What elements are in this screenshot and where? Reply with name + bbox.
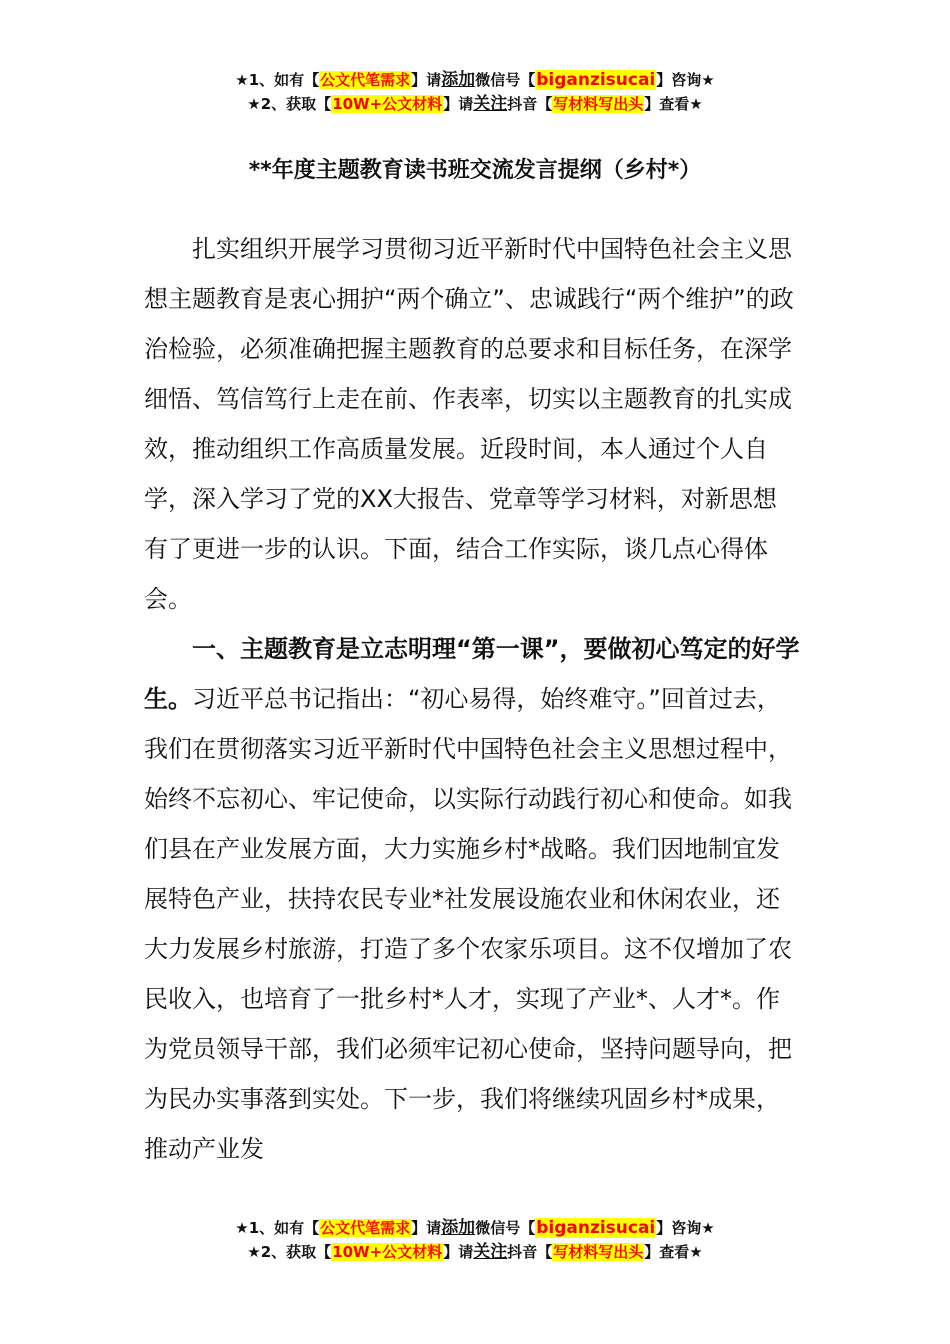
promo-emphasis: 添加	[441, 1218, 476, 1238]
promo-text: 】请	[443, 1243, 474, 1261]
promo-emphasis: 关注	[473, 1242, 508, 1262]
promo-text: ★2、获取【	[247, 1243, 332, 1261]
promo-line-2	[0, 1240, 950, 1264]
section-1-heading: 一、主题教育是立志明理“第一课”，要做初心笃定的好学生。	[144, 635, 800, 713]
promo-text: 微信号【	[475, 71, 536, 89]
promo-emphasis: 添加	[441, 70, 476, 90]
section-1-paragraph	[144, 624, 800, 1174]
promo-emphasis: 关注	[473, 94, 508, 114]
promo-douyin-id: 写材料写出头	[553, 95, 644, 113]
promo-wechat-id: biganzisucai	[536, 70, 656, 90]
promo-banner-top	[0, 68, 950, 116]
promo-banner-bottom	[0, 1216, 950, 1264]
section-1-body: 习近平总书记指出：“初心易得，始终难守。”回首过去，我们在贯彻落实习近平新时代中国特色社会主义思想过程中，始终不忘初心、牢记使命，以实际行动践行初心和使命。如我们县在产业发展方面，大力实施乡村*战略。我们因地制宜发展特色产业，扶持农民专业*社发展设施农业和休闲农业，还大力发展乡村旅游，打造了多个农家乐项目。这不仅增加了农民收入，也培育了一批乡村*人才，实现了产业*、人才*。作为党员领导干部，我们必须牢记初心使命，坚持问题导向，把为民办实事落到实处。下一步，我们将继续巩固乡村*成果，推动产业发	[144, 685, 792, 1163]
promo-wechat-id: biganzisucai	[536, 1218, 656, 1238]
promo-text: ★1、如有【	[235, 1219, 320, 1237]
promo-highlight: 公文代笔需求	[320, 1219, 411, 1237]
promo-text: 】请	[443, 95, 474, 113]
promo-text: 抖音【	[507, 95, 553, 113]
promo-text: 】请	[411, 71, 442, 89]
promo-text: 微信号【	[475, 1219, 536, 1237]
promo-douyin-id: 写材料写出头	[553, 1243, 644, 1261]
promo-line-1	[0, 68, 950, 92]
promo-text: ★1、如有【	[235, 71, 320, 89]
promo-line-2	[0, 92, 950, 116]
promo-highlight: 10W+公文材料	[332, 1243, 443, 1261]
promo-text: 】查看★	[644, 1243, 703, 1261]
promo-text: 抖音【	[507, 1243, 553, 1261]
intro-paragraph: 扎实组织开展学习贯彻习近平新时代中国特色社会主义思想主题教育是衷心拥护“两个确立”、忠诚践行“两个维护”的政治检验，必须准确把握主题教育的总要求和目标任务，在深学细悟、笃信笃行上走在前、作表率，切实以主题教育的扎实成效，推动组织工作高质量发展。近段时间，本人通过个人自学，深入学习了党的XX大报告、党章等学习材料，对新思想有了更进一步的认识。下面，结合工作实际，谈几点心得体会。	[144, 235, 794, 613]
promo-text: 】查看★	[644, 95, 703, 113]
promo-highlight: 公文代笔需求	[320, 71, 411, 89]
promo-text: 】请	[411, 1219, 442, 1237]
document-body	[144, 224, 800, 1174]
promo-highlight: 10W+公文材料	[332, 95, 443, 113]
promo-text: 】咨询★	[656, 71, 715, 89]
promo-text: 】咨询★	[656, 1219, 715, 1237]
document-title: **年度主题教育读书班交流发言提纲（乡村*）	[248, 158, 702, 183]
promo-text: ★2、获取【	[247, 95, 332, 113]
promo-line-1	[0, 1216, 950, 1240]
